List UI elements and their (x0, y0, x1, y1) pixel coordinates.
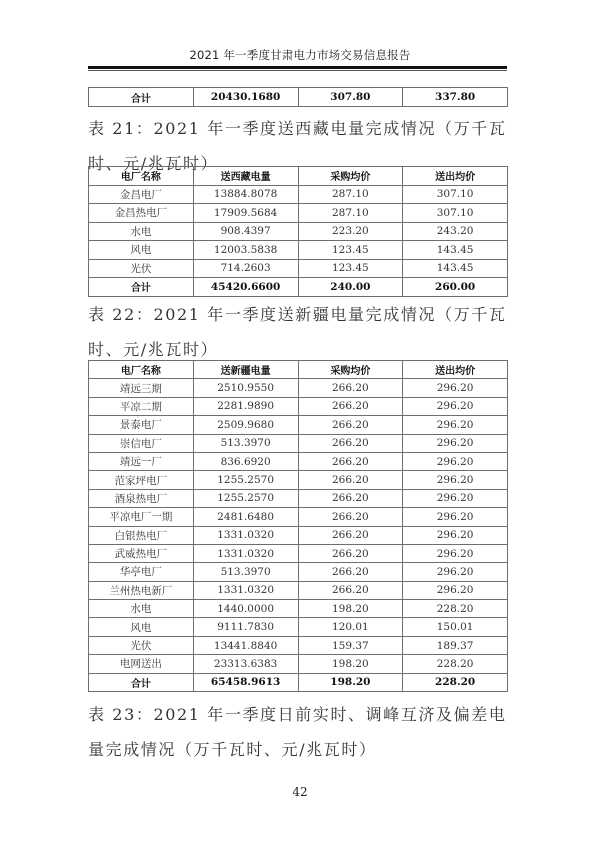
purchase-price-cell: 266.20 (298, 452, 403, 470)
table-total-row (89, 673, 508, 691)
table-row (89, 508, 508, 526)
plant-name-cell: 平凉二期 (89, 397, 194, 415)
delivery-price-cell: 143.45 (403, 259, 508, 278)
delivery-price-cell: 307.10 (403, 204, 508, 223)
volume-cell: 13441.8840 (193, 636, 298, 654)
table-22 (88, 360, 508, 692)
delivery-price-cell: 296.20 (403, 581, 508, 599)
column-header-purchase-price: 采购均价 (298, 361, 403, 379)
volume-cell: 1331.0320 (193, 526, 298, 544)
purchase-price-cell: 198.20 (298, 600, 403, 618)
plant-name-cell: 风电 (89, 618, 194, 636)
volume-cell: 513.3970 (193, 434, 298, 452)
delivery-price-cell: 296.20 (403, 544, 508, 562)
delivery-price-cell: 296.20 (403, 379, 508, 397)
delivery-price-cell: 243.20 (403, 222, 508, 241)
delivery-price-cell: 296.20 (403, 416, 508, 434)
delivery-price-cell: 296.20 (403, 526, 508, 544)
total-volume-cell: 45420.6600 (193, 278, 298, 297)
table-row (89, 379, 508, 397)
purchase-price-cell: 287.10 (298, 204, 403, 223)
table-row (89, 259, 508, 278)
table-header-row (89, 167, 508, 186)
volume-cell: 1255.2570 (193, 489, 298, 507)
column-header-plant: 电厂名称 (89, 361, 194, 379)
purchase-price-cell: 266.20 (298, 508, 403, 526)
table-header-row (89, 361, 508, 379)
delivery-price-cell: 296.20 (403, 508, 508, 526)
purchase-price-cell: 266.20 (298, 397, 403, 415)
total-volume-cell: 65458.9613 (193, 673, 298, 691)
total-purchase-price: 307.80 (298, 88, 403, 107)
purchase-price-cell: 287.10 (298, 185, 403, 204)
delivery-price-cell: 296.20 (403, 563, 508, 581)
volume-cell: 1255.2570 (193, 471, 298, 489)
table-row (89, 397, 508, 415)
plant-name-cell: 水电 (89, 222, 194, 241)
table-row (89, 204, 508, 223)
table-row (89, 544, 508, 562)
total-purchase-price-cell: 198.20 (298, 673, 403, 691)
purchase-price-cell: 198.20 (298, 655, 403, 673)
purchase-price-cell: 223.20 (298, 222, 403, 241)
purchase-price-cell: 159.37 (298, 636, 403, 654)
volume-cell: 2481.6480 (193, 508, 298, 526)
volume-cell: 714.2603 (193, 259, 298, 278)
volume-cell: 908.4397 (193, 222, 298, 241)
purchase-price-cell: 266.20 (298, 416, 403, 434)
plant-name-cell: 水电 (89, 600, 194, 618)
table-22-body (89, 379, 508, 692)
total-delivery-price-cell: 260.00 (403, 278, 508, 297)
table-row (89, 618, 508, 636)
table-row (89, 434, 508, 452)
delivery-price-cell: 307.10 (403, 185, 508, 204)
table-row (89, 241, 508, 260)
volume-cell: 1331.0320 (193, 581, 298, 599)
table-row (89, 416, 508, 434)
delivery-price-cell: 150.01 (403, 618, 508, 636)
purchase-price-cell: 266.20 (298, 489, 403, 507)
column-header-volume: 送新疆电量 (193, 361, 298, 379)
column-header-volume: 送西藏电量 (193, 167, 298, 186)
purchase-price-cell: 123.45 (298, 241, 403, 260)
table-row (89, 185, 508, 204)
volume-cell: 513.3970 (193, 563, 298, 581)
plant-name-cell: 金昌电厂 (89, 185, 194, 204)
column-header-delivery-price: 送出均价 (403, 167, 508, 186)
column-header-plant: 电厂名称 (89, 167, 194, 186)
delivery-price-cell: 228.20 (403, 655, 508, 673)
table-row (89, 581, 508, 599)
purchase-price-cell: 266.20 (298, 563, 403, 581)
volume-cell: 2281.9890 (193, 397, 298, 415)
column-header-purchase-price: 采购均价 (298, 167, 403, 186)
table-row (89, 471, 508, 489)
plant-name-cell: 靖远三期 (89, 379, 194, 397)
table-total-row (89, 88, 508, 107)
delivery-price-cell: 189.37 (403, 636, 508, 654)
volume-cell: 1331.0320 (193, 544, 298, 562)
table-total-row (89, 278, 508, 297)
table-row (89, 452, 508, 470)
total-delivery-price: 337.80 (403, 88, 508, 107)
header-rule-thin (88, 70, 507, 71)
volume-cell: 17909.5684 (193, 204, 298, 223)
table-row (89, 636, 508, 654)
table-row (89, 655, 508, 673)
purchase-price-cell: 120.01 (298, 618, 403, 636)
page-number: 42 (292, 785, 308, 799)
plant-name-cell: 电网送出 (89, 655, 194, 673)
purchase-price-cell: 266.20 (298, 471, 403, 489)
total-label: 合计 (89, 88, 194, 107)
table-21-caption: 表 21：2021 年一季度送西藏电量完成情况（万千瓦时、元/兆瓦时） (88, 119, 507, 173)
delivery-price-cell: 296.20 (403, 434, 508, 452)
plant-name-cell: 靖远一厂 (89, 452, 194, 470)
volume-cell: 1440.0000 (193, 600, 298, 618)
volume-cell: 23313.6383 (193, 655, 298, 673)
table-21 (88, 166, 508, 297)
plant-name-cell: 华亭电厂 (89, 563, 194, 581)
delivery-price-cell: 228.20 (403, 600, 508, 618)
delivery-price-cell: 296.20 (403, 489, 508, 507)
previous-table-total (88, 87, 508, 107)
total-plant-name-cell: 合计 (89, 673, 194, 691)
plant-name-cell: 范家坪电厂 (89, 471, 194, 489)
total-volume: 20430.1680 (193, 88, 298, 107)
plant-name-cell: 风电 (89, 241, 194, 260)
plant-name-cell: 平凉电厂一期 (89, 508, 194, 526)
plant-name-cell: 酒泉热电厂 (89, 489, 194, 507)
purchase-price-cell: 266.20 (298, 379, 403, 397)
volume-cell: 9111.7830 (193, 618, 298, 636)
plant-name-cell: 武威热电厂 (89, 544, 194, 562)
purchase-price-cell: 266.20 (298, 526, 403, 544)
running-header: 2021 年一季度甘肃电力市场交易信息报告 (189, 48, 411, 62)
table-row (89, 526, 508, 544)
purchase-price-cell: 123.45 (298, 259, 403, 278)
volume-cell: 13884.8078 (193, 185, 298, 204)
table-row (89, 222, 508, 241)
total-plant-name-cell: 合计 (89, 278, 194, 297)
volume-cell: 12003.5838 (193, 241, 298, 260)
volume-cell: 2509.9680 (193, 416, 298, 434)
plant-name-cell: 崇信电厂 (89, 434, 194, 452)
column-header-delivery-price: 送出均价 (403, 361, 508, 379)
plant-name-cell: 光伏 (89, 259, 194, 278)
total-delivery-price-cell: 228.20 (403, 673, 508, 691)
table-row (89, 489, 508, 507)
table-22-caption: 表 22：2021 年一季度送新疆电量完成情况（万千瓦时、元/兆瓦时） (88, 305, 507, 359)
delivery-price-cell: 143.45 (403, 241, 508, 260)
header-rule (88, 66, 507, 69)
plant-name-cell: 景泰电厂 (89, 416, 194, 434)
plant-name-cell: 金昌热电厂 (89, 204, 194, 223)
delivery-price-cell: 296.20 (403, 452, 508, 470)
purchase-price-cell: 266.20 (298, 544, 403, 562)
volume-cell: 836.6920 (193, 452, 298, 470)
table-21-body (89, 185, 508, 296)
plant-name-cell: 白银热电厂 (89, 526, 194, 544)
plant-name-cell: 光伏 (89, 636, 194, 654)
table-23-caption: 表 23：2021 年一季度日前实时、调峰互济及偏差电量完成情况（万千瓦时、元/兆瓦时） (88, 705, 507, 759)
table-row (89, 600, 508, 618)
delivery-price-cell: 296.20 (403, 471, 508, 489)
purchase-price-cell: 266.20 (298, 581, 403, 599)
volume-cell: 2510.9550 (193, 379, 298, 397)
table-row (89, 563, 508, 581)
plant-name-cell: 兰州热电新厂 (89, 581, 194, 599)
total-purchase-price-cell: 240.00 (298, 278, 403, 297)
delivery-price-cell: 296.20 (403, 397, 508, 415)
purchase-price-cell: 266.20 (298, 434, 403, 452)
